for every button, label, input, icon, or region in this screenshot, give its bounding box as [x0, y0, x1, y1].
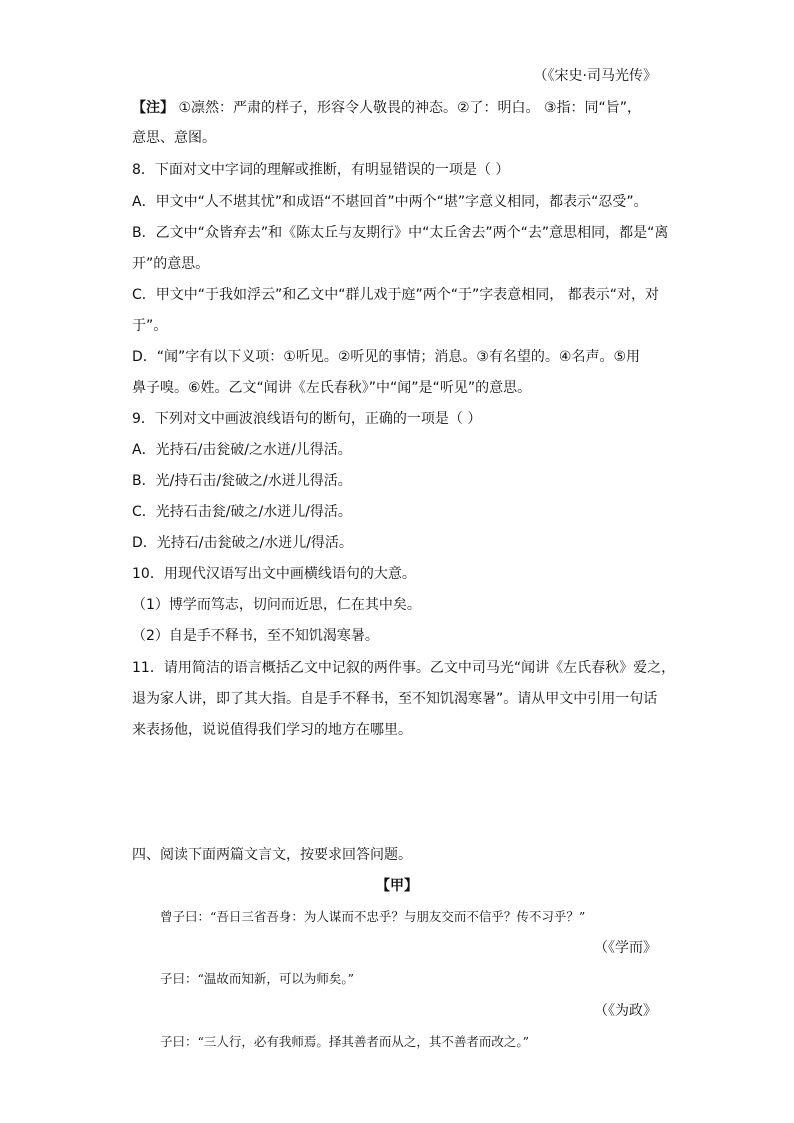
- question-9-option-b: B．光/持石击/瓮破之/水迸儿得活。: [132, 473, 352, 489]
- source-weizheng: （《为政》: [594, 1003, 657, 1019]
- question-8-option-b-line-1: B．乙文中“众皆弃去”和《陈太丘与友期行》中“太丘舍去”两个“去”意思相同，都是“离: [132, 225, 669, 241]
- question-11-line-2: 退为家人讲，即了其大指。自是手不释书，至不知饥渴寒暑”。请从甲文中引用一句话: [132, 691, 658, 707]
- passage-jia-title: 【甲】: [376, 878, 418, 894]
- question-10-sentence-1: （1）博学而笃志，切问而近思，仁在其中矣。: [132, 597, 421, 613]
- question-9-option-c: C．光持石击瓮/破之/水迸儿/得活。: [132, 504, 352, 520]
- source-song-history: （《宋史·司马光传》: [533, 68, 657, 84]
- question-9-stem: 9．下列对文中画波浪线语句的断句，正确的一项是（ ）: [132, 411, 482, 427]
- question-9-option-a: A．光持石/击瓮破/之水迸/儿得活。: [132, 442, 352, 458]
- question-8-option-d-line-2: 鼻子嗅。⑥姓。乙文“闻讲《左氏春秋》”中“闻”是“听见”的意思。: [132, 380, 532, 396]
- note-line-1: [132, 98, 662, 118]
- source-xueer: （《学而》: [594, 940, 657, 956]
- question-10-sentence-2: （2）自是手不释书，至不知饥渴寒暑。: [132, 628, 379, 644]
- question-8-option-b-line-2: 开”的意思。: [132, 256, 210, 272]
- question-8-option-d-line-1: D．“闻”字有以下义项：①听见。②听见的事情；消息。③有名望的。④名声。⑤用: [132, 349, 641, 365]
- question-10-stem: 10．用现代汉语写出文中画横线语句的大意。: [132, 566, 416, 582]
- note-label: 【注】: [132, 100, 174, 116]
- quote-zengzi: 曾子曰：“吾日三省吾身：为人谋而不忠乎？与朋友交而不信乎？传不习乎？”: [160, 909, 586, 924]
- quote-sanrenxing: 子曰：“三人行，必有我师焉。择其善者而从之，其不善者而改之。”: [160, 1034, 530, 1049]
- section-4-heading: 四、阅读下面两篇文言文，按要求回答问题。: [132, 847, 412, 863]
- question-9-option-d: D．光持石/击瓮破之/水迸儿/得活。: [132, 535, 353, 551]
- question-11-line-3: 来表扬他，说说值得我们学习的地方在哪里。: [132, 722, 412, 738]
- question-8-stem: 8．下面对文中字词的理解或推断，有明显错误的一项是（ ）: [132, 162, 510, 178]
- quote-wengu: 子曰：“温故而知新，可以为师矣。”: [160, 971, 355, 986]
- question-8-option-a: A．甲文中“人不堪其忧”和成语“不堪回首”中两个“堪”字意义相同，都表示“忍受”。: [132, 194, 648, 210]
- question-8-option-c-line-1: C．甲文中“于我如浮云”和乙文中“群儿戏于庭”两个“于”字表意相同， 都表示“对，对: [132, 287, 659, 303]
- note-text-1: ①凛然：严肃的样子，形容令人敬畏的神态。②了：明白。 ③指：同“旨”，: [174, 100, 642, 116]
- question-11-line-1: 11．请用简洁的语言概括乙文中记叙的两件事。乙文中司马光“闻讲《左氏春秋》爱之，: [132, 660, 676, 676]
- note-line-2: 意思、意图。: [132, 130, 216, 146]
- question-8-option-c-line-2: 于”。: [132, 318, 168, 334]
